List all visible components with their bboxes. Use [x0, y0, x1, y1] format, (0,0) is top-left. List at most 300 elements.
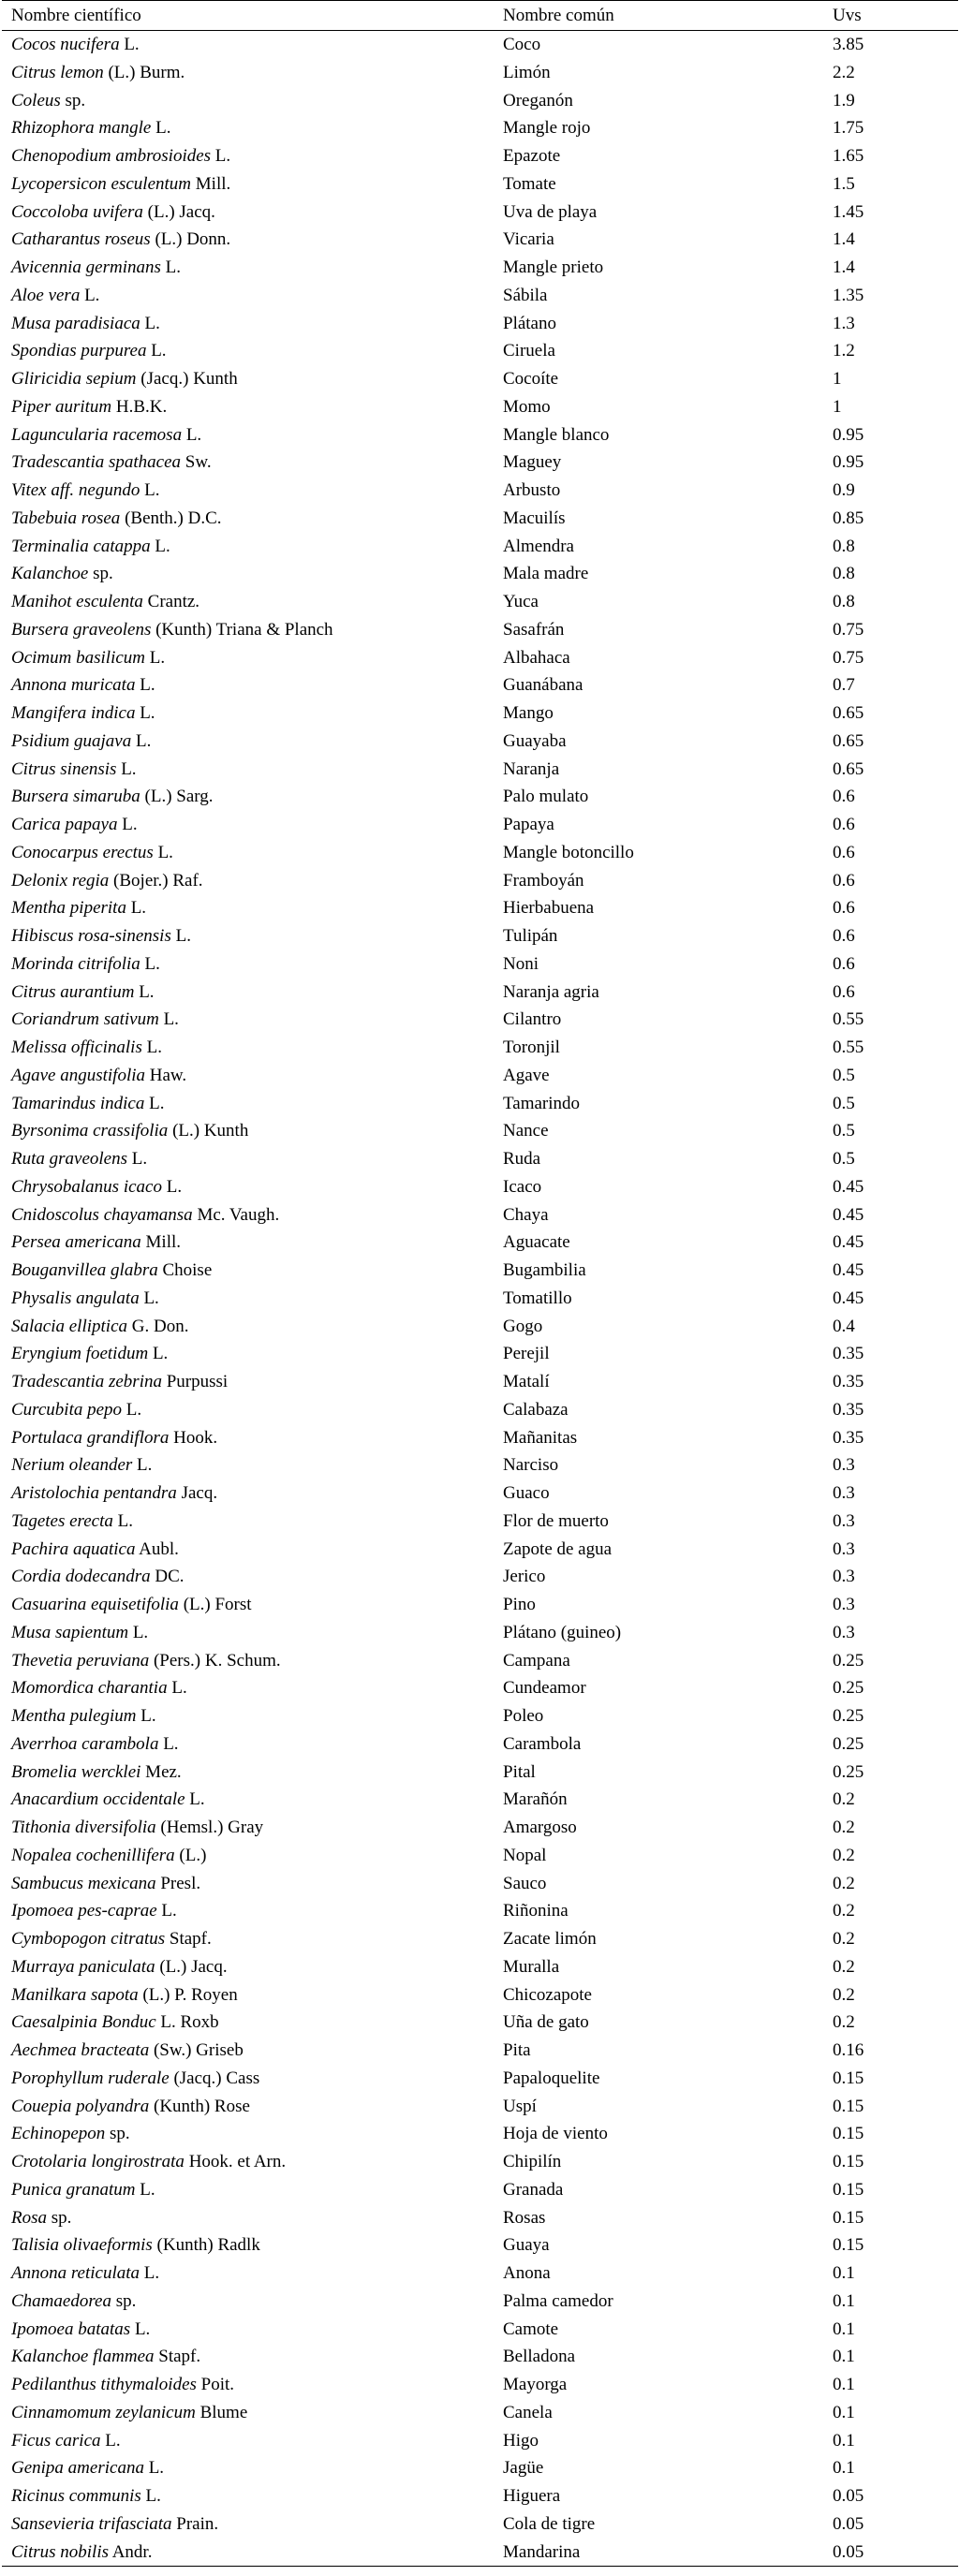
species-name: Sambucus mexicana — [11, 1873, 156, 1893]
table-row — [2, 922, 958, 950]
author-citation: L. — [127, 1149, 148, 1169]
author-citation: (L.) Burm. — [103, 62, 185, 82]
species-name: Ficus carica — [11, 2430, 101, 2451]
table-row — [2, 1563, 958, 1591]
species-name: Crotolaria longirostrata — [11, 2152, 185, 2171]
species-name: Coccoloba uvifera — [11, 201, 143, 222]
species-name: Mentha piperita — [11, 898, 126, 919]
species-name: Ricinus communis — [11, 2486, 141, 2506]
author-citation: Hook. — [169, 1427, 218, 1448]
common-name-cell: Limón — [503, 62, 551, 82]
scientific-name-cell — [2, 1257, 494, 1285]
scientific-name-cell — [2, 365, 494, 393]
author-citation: L. — [161, 1176, 183, 1197]
author-citation: (Jacq.) Cass — [169, 2068, 260, 2088]
table-row — [2, 2510, 958, 2539]
common-name-cell: Uspí — [503, 2096, 537, 2116]
common-name-cell: Guayaba — [503, 730, 567, 751]
common-name-cell: Camote — [503, 2318, 559, 2339]
common-name-cell: Sauco — [503, 1873, 547, 1893]
uvs-value-cell: 0.05 — [833, 2541, 864, 2562]
scientific-name-cell — [2, 310, 494, 338]
common-name-cell: Icaco — [503, 1176, 542, 1197]
common-name-cell: Anona — [503, 2263, 551, 2283]
species-name: Citrus aurantium — [11, 981, 135, 1002]
common-name-cell: Uña de gato — [503, 2012, 589, 2033]
scientific-name-cell — [2, 1424, 494, 1452]
uvs-value-cell: 0.1 — [833, 2402, 855, 2422]
author-citation: L. — [112, 1510, 133, 1531]
table-row — [2, 199, 958, 227]
table-row — [2, 31, 958, 59]
species-name: Salacia elliptica — [11, 1316, 128, 1336]
author-citation: sp. — [105, 2124, 130, 2144]
species-name: Avicennia germinans — [11, 258, 161, 277]
author-citation: Crantz. — [142, 592, 200, 611]
common-name-cell: Oreganón — [503, 90, 573, 110]
species-name: Manihot esculenta — [11, 592, 143, 611]
scientific-name-cell — [2, 226, 494, 254]
scientific-name-cell — [2, 393, 494, 421]
species-name: Annona muricata — [11, 675, 136, 696]
species-name: Ruta graveolens — [11, 1149, 128, 1169]
author-citation: L. — [116, 758, 137, 779]
scientific-name-cell — [2, 671, 494, 699]
uvs-value-cell: 0.15 — [833, 2068, 864, 2088]
table-row — [2, 282, 958, 310]
species-name: Psidium guajava — [11, 730, 132, 751]
scientific-name-cell — [2, 1619, 494, 1647]
author-citation: (Bojer.) Raf. — [109, 870, 203, 891]
common-name-cell: Macuilís — [503, 508, 566, 528]
species-name: Tradescantia spathacea — [11, 452, 182, 473]
table-row — [2, 1313, 958, 1341]
author-citation: (L.) Jacq. — [155, 1956, 228, 1977]
scientific-name-cell — [2, 59, 494, 87]
uvs-value-cell: 0.75 — [833, 647, 864, 668]
scientific-name-cell — [2, 1508, 494, 1536]
species-name: Chamaedorea — [11, 2290, 111, 2311]
table-row — [2, 1201, 958, 1229]
common-name-cell: Aguacate — [503, 1232, 570, 1253]
uvs-value-cell: 0.2 — [833, 1845, 855, 1865]
scientific-name-cell — [2, 2009, 494, 2037]
scientific-name-cell — [2, 1674, 494, 1702]
author-citation: (L.) P. Royen — [138, 1984, 238, 2005]
species-name: Mangifera indica — [11, 703, 136, 723]
author-citation: L. — [185, 1789, 205, 1810]
common-name-cell: Higuera — [503, 2486, 561, 2506]
scientific-name-cell — [2, 142, 494, 170]
uvs-value-cell: 0.6 — [833, 870, 855, 891]
common-name-cell: Bugambilia — [503, 1260, 586, 1280]
uvs-value-cell: 1.5 — [833, 173, 855, 194]
species-name: Casuarina equisetifolia — [11, 1595, 179, 1614]
scientific-name-cell — [2, 2482, 494, 2510]
uvs-value-cell: 0.65 — [833, 758, 864, 779]
common-name-cell: Jagüe — [503, 2458, 544, 2479]
table-row — [2, 867, 958, 895]
table-row — [2, 1759, 958, 1787]
scientific-name-cell — [2, 533, 494, 561]
scientific-name-cell — [2, 2510, 494, 2539]
uvs-value-cell: 0.2 — [833, 1929, 855, 1949]
scientific-name-cell — [2, 1229, 494, 1257]
table-row — [2, 1925, 958, 1953]
uvs-value-cell: 0.2 — [833, 1789, 855, 1810]
uvs-value-cell: 2.2 — [833, 62, 855, 82]
author-citation: (Sw.) Griseb — [149, 2040, 244, 2060]
species-name: Vitex aff. negundo — [11, 480, 140, 500]
species-name: Anacardium occidentale — [11, 1789, 185, 1810]
scientific-name-cell — [2, 2176, 494, 2204]
author-citation: L. — [128, 1622, 149, 1642]
common-name-cell: Chicozapote — [503, 1984, 592, 2005]
common-name-cell: Plátano (guineo) — [503, 1622, 622, 1642]
common-name-cell: Cola de tigre — [503, 2513, 596, 2534]
scientific-name-cell — [2, 254, 494, 282]
scientific-name-cell — [2, 811, 494, 839]
author-citation: Mc. Vaugh. — [192, 1204, 280, 1225]
scientific-name-cell — [2, 1536, 494, 1564]
common-name-cell: Mayorga — [503, 2375, 568, 2394]
uvs-value-cell: 0.5 — [833, 1121, 855, 1141]
scientific-name-cell — [2, 114, 494, 142]
species-name: Tagetes erecta — [11, 1510, 113, 1531]
author-citation: L. — [143, 2458, 165, 2479]
common-name-cell: Gogo — [503, 1316, 543, 1336]
common-name-cell: Flor de muerto — [503, 1510, 609, 1531]
table-header — [2, 1, 958, 31]
common-name-cell: Arbusto — [503, 480, 561, 500]
common-name-cell: Papaloquelite — [503, 2068, 600, 2088]
species-name: Citrus sinensis — [11, 758, 117, 779]
author-citation: L. — [170, 926, 191, 946]
header-row — [2, 1, 958, 31]
uvs-value-cell: 0.15 — [833, 2179, 864, 2200]
table-row — [2, 1981, 958, 2009]
uvs-value-cell: 0.95 — [833, 424, 864, 445]
species-name: Cocos nucifera — [11, 35, 120, 54]
author-citation: (Jacq.) Kunth — [136, 369, 238, 389]
author-citation: (L.) Kunth — [168, 1121, 249, 1141]
uvs-value-cell: 0.2 — [833, 1984, 855, 2005]
species-name: Tradescantia zebrina — [11, 1372, 162, 1391]
table-row — [2, 1424, 958, 1452]
table-row — [2, 1340, 958, 1368]
table-row — [2, 1591, 958, 1619]
species-name: Kalanchoe — [11, 564, 89, 584]
table-row — [2, 1536, 958, 1564]
scientific-name-cell — [2, 2204, 494, 2232]
scientific-name-cell — [2, 979, 494, 1007]
scientific-name-cell — [2, 87, 494, 115]
table-row — [2, 2231, 958, 2260]
scientific-name-cell — [2, 477, 494, 505]
author-citation: (L.) Jacq. — [142, 201, 215, 222]
common-name-cell: Riñonina — [503, 1901, 569, 1921]
author-citation: Sw. — [181, 452, 212, 473]
table-row — [2, 254, 958, 282]
common-name-cell: Mala madre — [503, 564, 589, 584]
common-name-cell: Albahaca — [503, 647, 570, 668]
species-name: Averrhoa carambola — [11, 1733, 159, 1754]
scientific-name-cell — [2, 2065, 494, 2093]
species-name: Ipomoea pes-caprae — [11, 1901, 157, 1921]
species-name: Agave angustifolia — [11, 1065, 146, 1085]
scientific-name-cell — [2, 2093, 494, 2121]
species-name: Aloe vera — [11, 285, 81, 305]
uvs-value-cell: 0.3 — [833, 1595, 855, 1614]
author-citation: L. — [140, 953, 160, 974]
uvs-value-cell: 1.2 — [833, 341, 855, 361]
uvs-value-cell: 3.85 — [833, 35, 864, 54]
author-citation: L. — [141, 1038, 162, 1057]
author-citation: Purpussi — [161, 1372, 229, 1391]
author-citation: L. — [140, 2263, 160, 2283]
species-name: Lycopersicon esculentum — [11, 173, 192, 194]
table-row — [2, 894, 958, 922]
scientific-name-cell — [2, 2539, 494, 2567]
table-row — [2, 2343, 958, 2371]
author-citation: H.B.K. — [111, 396, 168, 417]
scientific-name-cell — [2, 1842, 494, 1870]
common-name-cell: Chipilín — [503, 2152, 562, 2171]
species-name: Bursera graveolens — [11, 619, 152, 640]
author-citation: sp. — [88, 564, 113, 584]
common-name-cell: Tamarindo — [503, 1093, 581, 1113]
uvs-value-cell: 1.3 — [833, 313, 855, 333]
table-row — [2, 1870, 958, 1898]
table-row — [2, 1897, 958, 1925]
author-citation: Aubl. — [135, 1538, 179, 1559]
species-name: Carica papaya — [11, 815, 118, 834]
species-name: Tithonia diversifolia — [11, 1818, 156, 1837]
table-row — [2, 644, 958, 672]
author-citation: sp. — [111, 2290, 137, 2311]
table-row — [2, 1145, 958, 1173]
common-name-cell: Zapote de agua — [503, 1538, 613, 1559]
author-citation: L. — [140, 2486, 161, 2506]
species-name: Caesalpinia Bonduc — [11, 2012, 156, 2033]
common-name-cell: Ruda — [503, 1149, 541, 1169]
common-name-cell: Cocoíte — [503, 369, 559, 389]
common-name-cell: Tomatillo — [503, 1288, 572, 1308]
uvs-value-cell: 0.65 — [833, 730, 864, 751]
table-row — [2, 2427, 958, 2455]
uvs-value-cell: 0.3 — [833, 1622, 855, 1642]
uvs-value-cell: 0.15 — [833, 2235, 864, 2256]
uvs-value-cell: 0.2 — [833, 2012, 855, 2033]
common-name-cell: Nance — [503, 1121, 549, 1141]
author-citation: Presl. — [155, 1873, 201, 1893]
table-row — [2, 226, 958, 254]
scientific-name-cell — [2, 1953, 494, 1981]
species-name: Ipomoea batatas — [11, 2318, 131, 2339]
common-name-cell: Maguey — [503, 452, 562, 473]
uvs-value-cell: 0.35 — [833, 1344, 864, 1364]
common-name-cell: Mangle botoncillo — [503, 842, 634, 862]
uvs-value-cell: 1.45 — [833, 201, 864, 222]
table-row — [2, 337, 958, 365]
table-row — [2, 671, 958, 699]
species-name: Byrsonima crassifolia — [11, 1121, 169, 1141]
table-row — [2, 1173, 958, 1201]
species-name: Delonix regia — [11, 870, 110, 891]
uvs-value-cell: 0.4 — [833, 1316, 855, 1336]
author-citation: L. — [134, 981, 155, 1002]
uvs-value-cell: 0.6 — [833, 787, 855, 807]
common-name-cell: Perejil — [503, 1344, 550, 1364]
scientific-name-cell — [2, 783, 494, 811]
author-citation: L. — [146, 341, 167, 361]
scientific-name-cell — [2, 756, 494, 784]
uvs-value-cell: 1 — [833, 396, 842, 417]
common-name-cell: Jerico — [503, 1567, 546, 1587]
author-citation: L. — [135, 675, 155, 696]
author-citation: (Pers.) K. Schum. — [149, 1650, 281, 1671]
uvs-value-cell: 0.45 — [833, 1232, 864, 1253]
species-name: Couepia polyandra — [11, 2096, 150, 2116]
scientific-name-cell — [2, 1313, 494, 1341]
species-name: Musa sapientum — [11, 1622, 129, 1642]
author-citation: Blume — [195, 2402, 248, 2422]
table-row — [2, 2009, 958, 2037]
scientific-name-cell — [2, 616, 494, 644]
species-name: Thevetia peruviana — [11, 1650, 150, 1671]
uvs-value-cell: 0.6 — [833, 815, 855, 834]
table-row — [2, 1702, 958, 1730]
uvs-value-cell: 0.1 — [833, 2375, 855, 2394]
species-name: Murraya paniculata — [11, 1956, 155, 1977]
species-name: Persea americana — [11, 1232, 141, 1253]
table-row — [2, 756, 958, 784]
uvs-value-cell: 0.7 — [833, 675, 855, 696]
scientific-name-cell — [2, 1285, 494, 1313]
author-citation: Jacq. — [176, 1483, 218, 1503]
table-row — [2, 1117, 958, 1145]
table-row — [2, 1368, 958, 1396]
author-citation: L. — [160, 258, 181, 277]
author-citation: Choise — [157, 1260, 213, 1280]
common-name-cell: Belladona — [503, 2347, 576, 2367]
author-citation: L. — [117, 815, 138, 834]
table-row — [2, 2288, 958, 2316]
author-citation: L. — [136, 1706, 156, 1726]
species-name: Morinda citrifolia — [11, 953, 140, 974]
author-citation: L. — [126, 898, 147, 919]
table-row — [2, 1257, 958, 1285]
common-name-cell: Pital — [503, 1761, 536, 1782]
species-name: Hibiscus rosa-sinensis — [11, 926, 171, 946]
table-row — [2, 2093, 958, 2121]
scientific-name-cell — [2, 170, 494, 199]
table-row — [2, 588, 958, 616]
scientific-name-cell — [2, 1451, 494, 1479]
author-citation: Haw. — [145, 1065, 187, 1085]
species-name: Momordica charantia — [11, 1678, 168, 1699]
species-name: Curcubita pepo — [11, 1399, 123, 1420]
table-row — [2, 1006, 958, 1034]
species-name: Coleus — [11, 90, 61, 110]
scientific-name-cell — [2, 839, 494, 867]
uvs-value-cell: 0.2 — [833, 1956, 855, 1977]
scientific-name-cell — [2, 588, 494, 616]
common-name-cell: Carambola — [503, 1733, 582, 1754]
table-row — [2, 310, 958, 338]
scientific-name-cell — [2, 282, 494, 310]
table-row — [2, 1396, 958, 1424]
table-row — [2, 393, 958, 421]
table-row — [2, 2316, 958, 2344]
uvs-value-cell: 0.65 — [833, 703, 864, 723]
uvs-value-cell: 1.75 — [833, 118, 864, 139]
uvs-value-cell: 0.85 — [833, 508, 864, 528]
species-name: Bromelia wercklei — [11, 1761, 141, 1782]
common-name-cell: Calabaza — [503, 1399, 569, 1420]
uvs-value-cell: 0.55 — [833, 1038, 864, 1057]
table-row — [2, 2148, 958, 2176]
table-row — [2, 1479, 958, 1508]
scientific-name-cell — [2, 1062, 494, 1090]
species-name: Chrysobalanus icaco — [11, 1176, 162, 1197]
species-name: Rhizophora mangle — [11, 118, 152, 139]
uvs-value-cell: 0.3 — [833, 1455, 855, 1476]
common-name-cell: Coco — [503, 35, 541, 54]
species-name: Pedilanthus tithymaloides — [11, 2375, 197, 2394]
table-row — [2, 1285, 958, 1313]
species-name: Piper auritum — [11, 396, 112, 417]
author-citation: (Hemsl.) Gray — [155, 1818, 264, 1837]
species-name: Nerium oleander — [11, 1455, 133, 1476]
common-name-cell: Mandarina — [503, 2541, 581, 2562]
uvs-value-cell: 0.55 — [833, 1009, 864, 1030]
author-citation: L. — [80, 285, 100, 305]
scientific-name-cell — [2, 699, 494, 728]
species-name: Tamarindus indica — [11, 1093, 145, 1113]
scientific-name-cell — [2, 2371, 494, 2399]
author-citation: Andr. — [109, 2541, 153, 2562]
uvs-value-cell: 0.95 — [833, 452, 864, 473]
common-name-cell: Guaco — [503, 1483, 550, 1503]
common-name-cell: Naranja agria — [503, 981, 599, 1002]
table-row — [2, 421, 958, 449]
uvs-value-cell: 0.35 — [833, 1372, 864, 1391]
table-row — [2, 616, 958, 644]
scientific-name-cell — [2, 2288, 494, 2316]
author-citation: Mill. — [140, 1232, 182, 1253]
uvs-value-cell: 0.35 — [833, 1427, 864, 1448]
uvs-value-cell: 0.25 — [833, 1733, 864, 1754]
species-name: Bouganvillea glabra — [11, 1260, 158, 1280]
species-name: Annona reticulata — [11, 2263, 140, 2283]
species-uvs-table — [2, 0, 958, 2567]
uvs-value-cell: 0.5 — [833, 1093, 855, 1113]
species-name: Pachira aquatica — [11, 1538, 136, 1559]
scientific-name-cell — [2, 1925, 494, 1953]
species-name: Manilkara sapota — [11, 1984, 139, 2005]
uvs-value-cell: 0.45 — [833, 1288, 864, 1308]
author-citation: L. — [100, 2430, 121, 2451]
uvs-value-cell: 0.6 — [833, 926, 855, 946]
table-row — [2, 1451, 958, 1479]
table-row — [2, 170, 958, 199]
uvs-value-cell: 0.8 — [833, 536, 855, 556]
table-row — [2, 533, 958, 561]
common-name-cell: Toronjil — [503, 1038, 560, 1057]
common-name-cell: Hierbabuena — [503, 898, 595, 919]
author-citation: L. — [150, 536, 170, 556]
